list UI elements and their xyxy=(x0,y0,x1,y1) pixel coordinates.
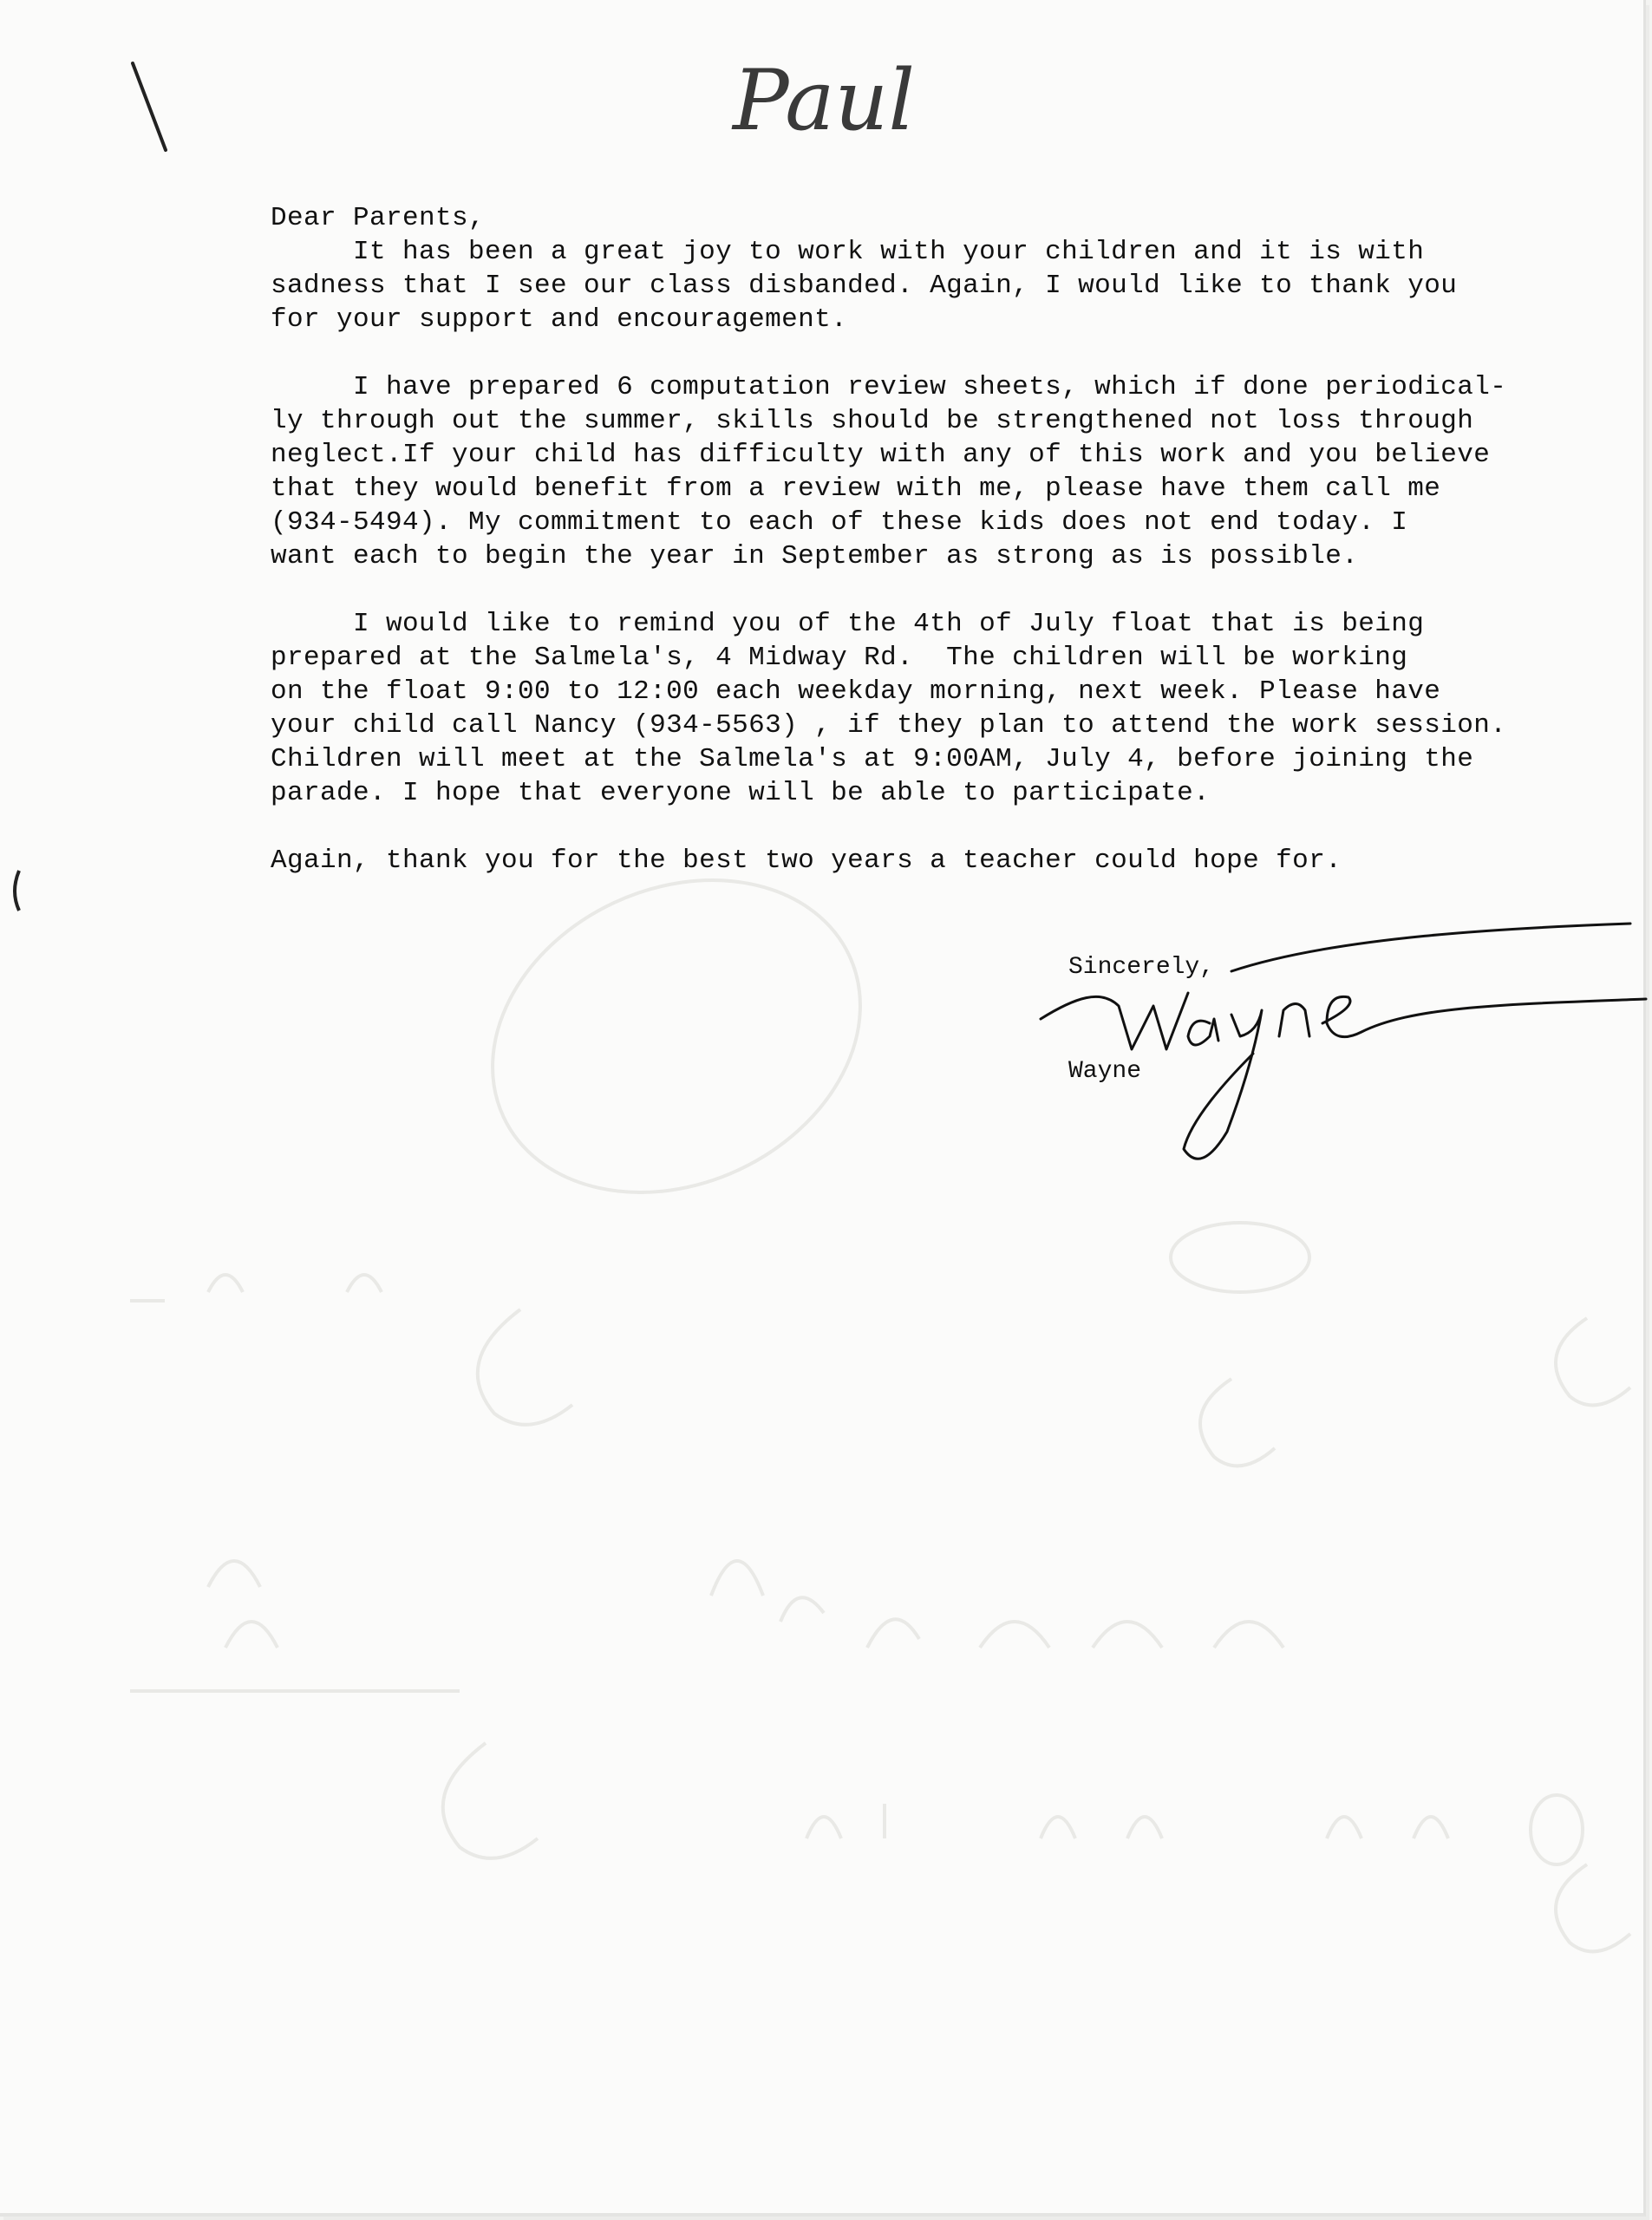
paragraph-line: for your support and encouragement. xyxy=(271,304,848,335)
paragraph-line: prepared at the Salmela's, 4 Midway Rd. The children will be working xyxy=(271,643,1408,673)
paragraph-line: parade. I hope that everyone will be able to participate. xyxy=(271,778,1211,808)
left-edge-mark xyxy=(7,867,24,919)
paragraph-line: that they would benefit from a review with me, please have them call me xyxy=(271,473,1441,504)
paragraph-july-float xyxy=(271,607,1571,810)
paragraph-line: (934-5494). My commitment to each of these kids does not end today. I xyxy=(271,507,1408,538)
paragraph-line: neglect.If your child has difficulty with any of this work and you believe xyxy=(271,440,1491,470)
sign-off: Sincerely, xyxy=(1068,954,1215,981)
bleed-through-mark: ​ xyxy=(119,1214,124,1305)
paragraph-line: want each to begin the year in September as strong as is possible. xyxy=(271,541,1359,571)
paragraph-review-sheets xyxy=(271,370,1571,573)
paragraph-line: sadness that I see our class disbanded. Again, I would like to thank you xyxy=(271,271,1458,301)
letter-body xyxy=(271,201,1571,878)
paragraph-line: ly through out the summer, skills should be strengthened not loss through xyxy=(271,406,1474,436)
paragraph-thanks xyxy=(271,235,1571,336)
paragraph-line: your child call Nancy (934-5563) , if they plan to attend the work session. xyxy=(271,710,1507,741)
paragraph-line: I would like to remind you of the 4th of July float that is being xyxy=(271,609,1425,639)
paragraph-line: Children will meet at the Salmela's at 9:00AM, July 4, before joining the xyxy=(271,744,1474,774)
paragraph-line: I have prepared 6 computation review sheets, which if done periodical- xyxy=(271,372,1507,402)
paragraph-line: on the float 9:00 to 12:00 each weekday morning, next week. Please have xyxy=(271,676,1441,707)
typed-name: Wayne xyxy=(1068,1058,1142,1085)
margin-pencil-mark xyxy=(126,56,178,160)
paragraph-line: It has been a great joy to work with your children and it is with xyxy=(271,237,1425,267)
handwritten-signature xyxy=(1023,911,1648,1171)
salutation: Dear Parents, xyxy=(271,203,486,233)
closing-line: Again, thank you for the best two years a teacher could hope for. xyxy=(271,846,1342,876)
handwritten-student-name: Paul xyxy=(733,52,916,149)
